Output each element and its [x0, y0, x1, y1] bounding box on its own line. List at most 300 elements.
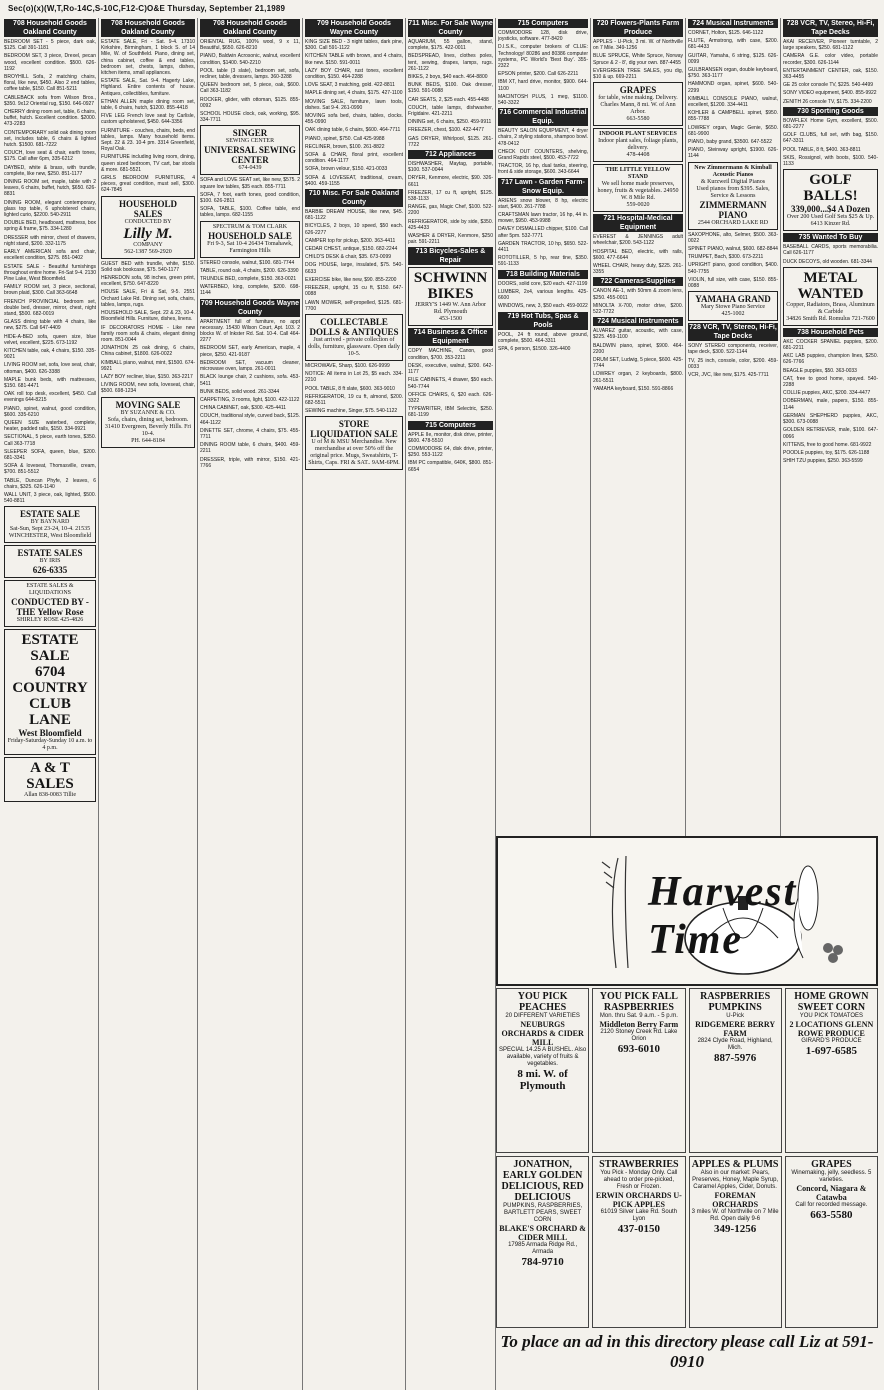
ad-list — [4, 39, 96, 360]
ad-when: Friday-Saturday-Sunday 10 a.m. to 4 p.m. — [7, 738, 93, 752]
classified-ad: ESTATE SALE - Beautiful furnishings throughout entire home. Fri-Sat 9-4. 2130 Pine Lake, West Bloomfield. — [4, 263, 96, 282]
ad-name: BLAKE'S ORCHARD & CIDER MILL — [499, 1223, 586, 1242]
classified-ad: IBM XT, hard drive, monitor, $900. 644-1100 — [498, 79, 588, 92]
ad-body: Copper, Radiators, Brass, Aluminum & Carbide — [786, 301, 875, 315]
classified-ad: ESTATE SALE, Fri - Sat. 9-4. 17310 Kirkshire, Birmingham, 1 block S. of 14 Mile, W. of Southfield. Piano, dining set, china cabinet, coffee & end tables, bedroom set, chests, lamps, dishes, kitchen items, small appliances. — [101, 39, 195, 77]
classified-ad: FURNITURE - couches, chairs, beds, end tables, lamps. Many household items. Sept. 22 & 23. 10-4 pm. 3314 Greenfield, Royal Oak. — [101, 127, 195, 153]
ad-list — [498, 332, 588, 353]
ad-phone: 663-5580 — [810, 1208, 853, 1221]
ad-title: GRAPES — [811, 1158, 852, 1170]
ad-name: Middleton Berry Farm — [599, 1020, 679, 1029]
harvest-time-banner — [496, 836, 878, 986]
classified-ad: CARPETING, 3 rooms, light, $100. 422-1122 — [200, 396, 300, 403]
section-header: 718 Building Materials — [498, 270, 588, 279]
classified-ad: VIOLIN, full size, with case, $150. 855-0088 — [688, 276, 778, 290]
classified-ad: WATERBED, king, complete, $200. 698-1144 — [200, 284, 300, 297]
classified-ad: ROCKER, glider, with ottoman, $125. 855-0092 — [200, 96, 300, 109]
section-header: 714 Business & Office Equipment — [408, 328, 493, 346]
classified-ad: CAMPER top for pickup, $200. 363-4411 — [305, 237, 396, 244]
ad-list — [305, 363, 403, 414]
section-header: 708 Household Goods Oakland County — [101, 19, 195, 37]
classified-ad: EVERGREEN TREE SALES, you dig, $10 & up. 669-2211 — [593, 67, 683, 81]
classified-ad: SEWING machine, Singer, $75. 540-1122 — [305, 408, 398, 415]
classified-ad: BUNK BEDS, solid wood. 261-3344 — [200, 388, 280, 395]
classified-ad: OAK roll top desk, excellent, $450. Call evenings 644-8215 — [4, 391, 96, 404]
ad-body: Indoor plant sales, foliage plants, delivery. — [598, 138, 678, 152]
ad-subtitle: SEWING CENTER — [225, 138, 275, 145]
classified-ad: DOG HOUSE, large, insulated, $75. 540-6633 — [305, 262, 403, 275]
classified-ad: CANON AE-1, with 50mm & zoom lens, $250. 455-0011 — [593, 288, 683, 301]
ad-list — [593, 39, 683, 80]
ad-list — [101, 261, 195, 395]
ad-subtitle: You Pick - Monday Only. Call ahead to order pre-picked, Fresh or Frozen. — [600, 1169, 678, 1190]
ad-name: NEUBURGS ORCHARDS & CIDER MILL — [501, 1020, 584, 1047]
classified-ad: TRUMPET, Bach, $300. 673-2211 — [688, 254, 764, 261]
classified-ad: BOWFLEX Home Gym, excellent, $500. 681-2277 — [783, 117, 878, 131]
classified-ad: LAZY BOY CHAIR, rust tones, excellent condition, $150. 464-2288 — [305, 67, 403, 81]
classified-ad: DAYBED, white & brass, with trundle, complete, like new, $250. 851-1177 — [4, 164, 96, 177]
ad-phone: 425-1002 — [721, 311, 745, 318]
classified-ad: IF DECORATORS HOME - Like new family room sofa & chairs, elegant dining room. 851-0044 — [101, 324, 195, 343]
ad-phone: 8 mi. W. of Plymouth — [517, 1068, 568, 1092]
classified-ad: CONTEMPORARY solid oak dining room set, includes table, 6 chairs & lighted hutch. $1500. 681-7222 — [4, 129, 96, 149]
classified-ad: SECTIONAL, 5 piece, earth tones, $350. Call 363-7718 — [4, 434, 96, 447]
ad-phone: 559-0020 — [626, 202, 650, 209]
store-liquidation-ad — [305, 416, 403, 470]
ad-phone: 562-1387 569-2920 — [124, 248, 172, 255]
ad-phone: 693-6010 — [617, 1043, 660, 1055]
section-header: 738 Household Pets — [783, 328, 878, 337]
classified-ad: RECLINER, brown, $100. 261-8822 — [305, 143, 385, 150]
classified-ad: MACINTOSH PLUS, 1 meg, $1100. 540-3322 — [498, 93, 588, 107]
ad-body: 2824 Clyde Road, Highland, Mich. — [697, 1038, 773, 1051]
ad-address: 6704 COUNTRY CLUB LANE — [12, 664, 88, 729]
little-yellow-stand-ad — [593, 164, 683, 212]
classified-ad: EXERCISE bike, like new, $90. 855-2200 — [305, 276, 397, 283]
ad-list — [688, 30, 778, 160]
zimmermann-piano-ad — [688, 162, 778, 230]
ad-phone: Allan 838-0083 Tillie — [23, 792, 76, 799]
ad-list — [498, 30, 588, 106]
spectrum-household-sale-ad — [200, 221, 300, 258]
ad-title: THE LITTLE YELLOW STAND — [605, 167, 671, 181]
classified-ad: COUCH, love seat & chair, earth tones, $175. Call after 6pm, 335-6212 — [4, 150, 96, 163]
classified-ad: POOL table (3 slate), bedroom set, sofa, recliner, table, dressers, lamps. 360-3288 — [200, 67, 300, 81]
classified-ad: LAZY BOY recliner, blue, $150. 363-2217 — [101, 373, 193, 380]
classified-ad: DOBERMAN, male, papers, $150. 855-1144 — [783, 398, 878, 411]
classified-ad: MOVING sofa bed, chairs, tables, clocks. 455-0990 — [305, 113, 403, 126]
classified-ad: NOTICE: All items in Lot 25, $5 each. 334-2210 — [305, 371, 403, 384]
grapes-ad — [593, 82, 683, 126]
ad-list — [408, 161, 493, 245]
section-header: 720 Flowers-Plants Farm Produce — [593, 19, 683, 37]
ad-title: ESTATE SALE — [21, 632, 79, 665]
classified-ad: BALDWIN piano, spinet, $900. 464-2200 — [593, 342, 683, 355]
wheat-icon — [602, 856, 628, 968]
classified-ad: MAPLE dining set, 4 chairs, $175. 427-1100 — [305, 90, 403, 97]
glenn-rowe-produce-ad — [785, 988, 878, 1153]
classified-ad: COUCH, traditional style, curved back, $125. 464-1122 — [200, 413, 300, 426]
classified-ad: DESK, executive, walnut, $200. 642-1177 — [408, 362, 493, 376]
section-header: 728 VCR, TV, Stereo, Hi-Fi, Tape Decks — [783, 19, 878, 37]
classified-ad: COPY MACHINE, Canon, good condition, $700. 353-2211 — [408, 348, 493, 361]
blakes-orchard-ad — [496, 1156, 589, 1329]
classified-ad: SLEEPER SOFA, queen, blue, $200. 681-3341 — [4, 448, 96, 461]
classified-ad: POOL TABLE, 8 ft slate, $600. 363-9010 — [305, 385, 395, 392]
classified-ad: LOWREY organ, 2 keyboards, $800. 261-5511 — [593, 371, 683, 384]
classified-ad: CABLEBACK sofa from Wilson Bros., $350. 9x12 Oriental rug, $150. 646-0927 — [4, 94, 96, 107]
classified-ad: EARLY AMERICAN sofa and chair, excellent condition, $275. 851-0402 — [4, 249, 96, 262]
classified-ad: POODLE puppies, toy, $175. 626-1188 — [783, 449, 870, 456]
classified-ad: MINOLTA X-700, motor drive, $200. 522-7722 — [593, 302, 683, 316]
ad-title: GOLF BALLS! — [803, 172, 858, 205]
ad-phone: 663-5580 — [626, 116, 650, 123]
classified-ad: SOFA & loveseat, Thomasville, cream, $700. 851-5512 — [4, 463, 96, 476]
classified-ad: ZENITH 26 console TV, $175. 334-2200 — [783, 98, 872, 105]
ad-name: 2 LOCATIONS GLENN ROWE PRODUCE — [789, 1020, 874, 1038]
classified-ad: IBM PC compatible, 640K, $800. 851-6654 — [408, 460, 493, 473]
classified-ad: REFRIGERATOR, side by side, $350. 425-4433 — [408, 218, 493, 231]
ad-subtitle: U-Pick — [726, 1013, 744, 1019]
moving-sale-suzanne-ad — [101, 397, 195, 448]
ad-title: GRAPES — [619, 85, 657, 96]
ad-title: HOME GROWN SWEET CORN — [794, 991, 869, 1013]
classified-ad: DRYER, Kenmore, electric, $90. 326-6611 — [408, 175, 493, 188]
ad-list — [101, 39, 195, 194]
ad-body: Sofa, chairs, dining set, bedroom. 31410 Evergreen, Beverly Hills. Fri 10-4. — [104, 416, 192, 437]
ad-list — [4, 362, 96, 504]
classified-ad: DRUM SET, Ludwig, 5 piece, $600. 425-7744 — [593, 357, 683, 370]
classified-ad: CAMERA G.E. color video, portable recorder, $300. 626-1144 — [783, 53, 878, 66]
lilly-household-sales-ad — [101, 196, 195, 259]
yamaha-grand-ad — [688, 291, 778, 321]
classified-ad: CRAFTSMAN lawn tractor, 16 hp, 44 in. mower, $950. 453-9988 — [498, 212, 588, 225]
classified-ad: AKAI RECEIVER, Pioneer turntable, 2 large speakers, $250. 681-1122 — [783, 39, 878, 52]
ad-phone: 674-0439 — [238, 165, 262, 172]
classified-ad: GOLF CLUBS, full set, with bag, $150. 647-3311 — [783, 132, 878, 145]
classified-ad: COLLIE puppies, AKC, $200. 334-4477 — [783, 390, 871, 397]
classified-ad: HOUSEHOLD SALE, Sept. 22 & 23, 10-4. Bloomfield Hills. Furniture, dishes, linens. — [101, 310, 195, 323]
classified-ad: KITTENS, free to good home. 681-9922 — [783, 441, 872, 448]
ad-list — [783, 118, 878, 167]
classified-ad: TABLE, Duncan Phyfe, 2 leaves, 6 chairs, $325. 626-1140 — [4, 477, 96, 490]
ad-subtitle: PUMPKINS, RASPBERRIES, BARTLETT PEARS, SWEET CORN — [503, 1202, 583, 1223]
ad-body: Just arrived - private collection of dolls, furniture, glassware. Open daily 10-5. — [308, 336, 400, 357]
ad-name: ERWIN ORCHARDS U-PICK APPLES — [595, 1190, 682, 1209]
ad-title: MOVING SALE — [115, 399, 181, 410]
ad-title: COLLECTABLE DOLLS & ANTIQUES — [309, 316, 399, 337]
ad-subtitle: 20 DIFFERENT VARIETIES — [505, 1013, 580, 1019]
ad-list — [498, 281, 588, 310]
classified-ad: ETHAN ALLEN maple dining room set, table, 6 chairs, hutch, $1200. 855-4418 — [101, 98, 195, 112]
ad-subtitle: BY SUZANNE & CO. — [120, 409, 176, 416]
classified-ad: APPLES - U-Pick, 3 mi. W. of Northville on 7 Mile. 349-1256 — [593, 39, 683, 52]
classified-ad: SOFA, TABLE, $100. Coffee table, end tables, lamps. 682-1155 — [200, 206, 300, 219]
ad-phone: 626-6335 — [32, 565, 68, 576]
classified-ad: DINING set, 6 chairs, $250. 459-9911 — [408, 119, 492, 126]
classified-ad: GAS DRYER, Whirlpool, $125. 261-7722 — [408, 135, 493, 148]
ad-body: JERRY'S 1449 W. Ann Arbor Rd. Plymouth — [415, 302, 486, 316]
section-header: 713 Bicycles-Sales & Repair — [408, 247, 493, 265]
classified-ad: EVEREST & JENNINGS adult wheelchair, $200. 543-1122 — [593, 234, 683, 247]
ad-subtitle: Winemaking, jelly, seedless. 5 varieties. — [791, 1169, 872, 1183]
metal-wanted-ad — [783, 267, 878, 326]
ad-phone: 784-9710 — [521, 1255, 564, 1268]
classified-ad: LOVE SEAT, 3 matching, gold. 422-8811 — [305, 82, 395, 89]
classified-ad: DUCK DECOYS, old wooden. 681-3344 — [783, 258, 872, 265]
classified-ad: BARBIE DREAM HOUSE, like new, $45. 681-1122 — [305, 209, 403, 222]
ad-list — [200, 177, 300, 218]
ad-body: U of M & MSU Merchandise. New merchandise at over 50% off the original price. Mugs, Sweatshirts, T-Shirts, Caps. FRI & SAT.. 9AM-6PM. — [308, 439, 400, 467]
ad-name: Concord, Niagara & Catawba — [796, 1183, 867, 1202]
ad-list — [498, 128, 588, 175]
classified-ad: POOL, 24 ft round, above ground, complete, $500. 464-3311 — [498, 331, 588, 344]
ad-title: YAMAHA GRAND — [695, 294, 771, 305]
ad-list — [593, 328, 683, 392]
classified-ad: BUNK BEDS, $100. Oak dresser, $150. 591-0088 — [408, 82, 493, 95]
classified-ad: WINDOWS, new, 3, $50 each. 459-0022 — [498, 303, 588, 310]
classified-ad: CAR SEATS, 2, $25 each. 455-4488 — [408, 96, 489, 103]
classified-ad: DINETTE SET, chrome, 4 chairs, $75. 455-7711 — [200, 427, 300, 440]
classified-ad: KITCHEN TABLE with brown, and 4 chairs, like new. $150. 591-0011 — [305, 53, 403, 66]
classified-ad: D.I.S.K., computer brokers of CLUE: Technology! 80286 and 80386 computer systems, PC World's 'Best Buy'. 355-2322 — [498, 44, 588, 70]
yellow-rose-ad — [4, 580, 96, 627]
classified-ad: FREEZER, chest, $100. 422-4477 — [408, 127, 484, 134]
classified-ad: GOLDEN RETRIEVER, male, $100. 647-0066 — [783, 427, 878, 440]
farm-produce-ads — [496, 988, 878, 1328]
ad-subtitle: Mary Stowe Piano Service — [700, 304, 766, 311]
column-5 — [406, 18, 496, 1390]
classified-ad: LOWREY organ, Magic Genie, $650. 681-9900 — [688, 124, 778, 137]
ad-title: JONATHON, EARLY GOLDEN DELICIOUS, RED DELICIOUS — [501, 1158, 584, 1203]
ad-title: SCHWINN BIKES — [413, 270, 488, 303]
ad-list — [305, 209, 403, 312]
classified-ad: BLUE SPRUCE, White Spruce, Norway Spruce & 2 - 8', dig your own. 887-4455 — [593, 53, 683, 66]
classified-ad: FRENCH PROVINCIAL bedroom set, double bed, dresser, mirror, chest, night stand, $500. 682-0019 — [4, 298, 96, 317]
section-header: 711 Misc. For Sale Wayne County — [408, 20, 493, 36]
classified-ad: PIANO, Baldwin Acrosonic, walnut, excellent condition, $1400. 540-2210 — [200, 53, 300, 66]
ad-subtitle-2: COMPANY — [133, 241, 163, 248]
classified-ad: PIANO, spinet, walnut, good condition, $600. 335-6210 — [4, 405, 96, 418]
page-masthead: Sec(o)(x)(W,T,Ro-14C,S-10C,F12-C)O&E Thursday, September 21,1989 — [8, 4, 286, 13]
ad-phone: 887-5976 — [714, 1052, 757, 1064]
classified-ad: EPSON printer, $200. Call 626-2211 — [498, 71, 579, 78]
ad-title: INDOOR PLANT SERVICES — [599, 131, 677, 138]
classified-ad: AKC COCKER SPANIEL puppies, $200. 681-2211 — [783, 338, 878, 352]
estate-sales-iris-ad — [4, 545, 96, 578]
at-sales-ad — [4, 757, 96, 802]
harvest-time-title: Harvest Time — [648, 869, 798, 963]
ad-list — [783, 39, 878, 105]
classified-ad: DOORS, solid core, $20 each. 427-1199 — [498, 280, 588, 287]
classified-ad: BASEBALL CARDS, sports memorabilia. Call 626-1177 — [783, 244, 878, 257]
ad-title: New Zimmermann & Kimball Acoustic Pianos — [694, 164, 772, 178]
ad-list — [200, 260, 300, 297]
classified-ad: GARDEN TRACTOR, 10 hp, $650. 522-4411 — [498, 240, 588, 254]
section-header: 710 Misc. For Sale Oakland County — [305, 189, 403, 207]
country-club-estate-ad — [4, 629, 96, 755]
classified-ad: GUITAR, Yamaha, 6 string, $125. 626-0099 — [688, 52, 778, 65]
foreman-orchards-ad — [689, 1156, 782, 1329]
classified-ad: GLASS dining table with 4 chairs, like new, $275. Call 647-4409 — [4, 319, 96, 332]
classified-ad: HAMMOND organ, spinet, $600. 540-2299 — [688, 81, 778, 94]
classified-ad: DRESSER, triple, with mirror, $150. 421-7766 — [200, 456, 300, 469]
classified-ad: SONY STEREO components, receiver, tape deck, $300. 522-1144 — [688, 343, 778, 356]
ad-subtitle: HOUSEHOLD SALE — [208, 230, 292, 241]
classified-ad: ORIENTAL RUG, 100% wool, 9 x 11, Beautiful, $650. 626-8210 — [200, 39, 300, 52]
classified-ad: COMMODORE 64, disk drive, printer, $250. 553-1122 — [408, 445, 493, 459]
classified-ad: GERMAN SHEPHERD puppies, AKC, $300. 673-0088 — [783, 412, 878, 426]
classified-ad: CORNET, Holton, $125. 646-1122 — [688, 30, 764, 36]
classified-ad: DISHWASHER, Maytag, portable, $100. 537-0044 — [408, 161, 493, 174]
classified-ad: APARTMENT full of furniture, no appt necessary. 15430 Wilson Court, Apt. 103. 2 blocks W. of Inkster Rd. Sat. 10-4. Call 464-2277 — [200, 318, 300, 344]
classified-ad: TRUNDLE BED, complete, $150. 363-0021 — [200, 276, 297, 283]
classified-ad: OAK dining table, 6 chairs, $600. 464-7711 — [305, 127, 401, 134]
ad-list — [593, 288, 683, 315]
section-header: 724 Musical Instruments — [593, 317, 683, 326]
classified-ad: CEDAR CHEST, antique, $150. 682-2244 — [305, 246, 398, 253]
classified-ad: TRACTOR, 16 hp, dual tanks, steering, front & side storage, $600. 343-6644 — [498, 163, 588, 176]
section-header: 730 Sporting Goods — [783, 107, 878, 116]
classified-ad: AKC LAB puppies, champion lines, $250. 626-7766 — [783, 353, 878, 366]
classified-ad: HOSPITAL BED, electric, with rails, $600. 477-6644 — [593, 248, 683, 261]
classified-ad: SPINET PIANO, walnut, $600. 682-8844 — [688, 246, 778, 253]
classified-ad: TABLE, round oak, 4 chairs, $200. 626-3390 — [200, 267, 299, 274]
erwin-orchards-ad — [592, 1156, 685, 1329]
classified-ad: SOFA and LOVE SEAT set, like new, $575. 2 square low tables, $35 each. 855-7711 — [200, 177, 300, 190]
classified-ad: SOFA & CHAIR, floral print, excellent condition. 464-1177 — [305, 152, 403, 165]
ad-title: ESTATE SALE — [20, 509, 80, 520]
classified-ad: LUMBER, 2x4, various lengths. 425-6600 — [498, 288, 588, 302]
classified-ad: APPLE IIe, monitor, disk drive, printer, $600. 478-5510 — [408, 431, 493, 444]
ad-body: Fri 9-3, Sat 10-4 26434 Tomahawk, Farmington Hills — [207, 240, 293, 254]
ad-body: for table, wine making. Delivery. Charles Mann, 8 mi. W. of Ann Arbor. — [598, 95, 678, 116]
classified-ad: COUCH, table lamps, dishwasher, Frigidaire. 421-2211 — [408, 104, 493, 118]
classified-ad: QUEEN SIZE waterbed, complete, heater, padded rails, $150. 334-9921 — [4, 419, 96, 433]
classified-ad: SCHOOL HOUSE clock, oak, working, $95. 334-7711 — [200, 111, 300, 124]
classified-ad: AQUARIUM, 55 gallon, stand, complete, $175. 422-0011 — [408, 39, 493, 52]
ad-list — [593, 234, 683, 275]
classified-ad: SPA, 6 person, $1500. 326-4400 — [498, 345, 571, 352]
ad-body: Used pianos from $395. Sales, Service & Lessons — [696, 185, 770, 199]
classified-ad: GE 25 color console TV, $225. 540-4499 — [783, 82, 874, 89]
ad-subtitle: Mon. thru Sat. 9 a.m. - 5 p.m. — [599, 1013, 678, 1019]
classified-ad: HOUSE SALE, Fri & Sat, 9-5. 2551 Orchard Lake Rd. Dining set, sofa, chairs, tables, lamps, rugs. — [101, 289, 195, 308]
section-header: 709 Household Goods Wayne County — [200, 299, 300, 316]
ad-list — [783, 339, 878, 464]
ad-body: SPECIAL 14.25 A BUSHEL. Also available, variety of fruits & vegetables. — [499, 1047, 587, 1067]
ad-list — [200, 39, 300, 123]
classified-ad: FREEZER, upright, 15 cu ft, $150. 647-0088 — [305, 285, 403, 298]
classified-ad: DINING ROOM table, 6 chairs, $400. 459-2211 — [200, 442, 300, 455]
ad-phone: SHIRLEY ROSE 425-4826 — [16, 617, 84, 624]
ad-body: 3 miles W. of Northville on 7 Mile Rd. Open daily 9-6 — [691, 1208, 779, 1222]
ad-phone: 349-1256 — [714, 1222, 757, 1235]
ad-title: SPECTRUM & TOM CLARK — [212, 223, 288, 230]
classified-ad: HENREDON sofa, 98 inches, green print, excellent, $750. 647-8220 — [101, 275, 195, 288]
section-header: 715 Computers — [498, 19, 588, 28]
classified-ad: SOFA, 7 foot, earth tones, good condition, $100. 626-2811 — [200, 191, 300, 205]
classified-ad: VCR, JVC, like new, $175. 425-7711 — [688, 372, 769, 379]
schwinn-bikes-ad — [408, 267, 493, 326]
classified-ad: SOFA & LOVESEAT, traditional, cream, $400. 459-1155 — [305, 174, 403, 187]
classified-ad: FREEZER, 17 cu ft, upright, $125. 538-1133 — [408, 189, 493, 203]
classified-ad: FAMILY ROOM set, 3 piece, sectional, brown plaid, $300. Call 363-6648 — [4, 284, 96, 297]
ad-title: RASPBERRIES PUMPKINS — [700, 991, 771, 1013]
classified-ad: COMMODORE 128, disk drive, joysticks, software. 477-8420 — [498, 30, 588, 43]
column-6 — [496, 18, 591, 836]
classified-ad: BEDROOM SET - 5 piece, dark oak, $125. Call 391-1181 — [4, 39, 96, 52]
classified-ad: DRESSER with mirror, chest of drawers, night stand, $200. 332-1175 — [4, 234, 96, 247]
neuburgs-orchards-ad — [496, 988, 589, 1153]
column-1 — [2, 18, 99, 1390]
classified-ad: KING SIZE BED - 3 night tables, dark pine, $300. Call 591-1122 — [305, 39, 403, 52]
section-header: 719 Hot Tubs, Spas & Pools — [498, 312, 588, 330]
grapes-winemaking-ad — [785, 1156, 878, 1329]
ad-body: We sell home made preserves, honey, fruits & vegetables. 24950 W. 8 Mile Rd. — [597, 181, 679, 202]
section-header: 708 Household Goods Oakland County — [4, 19, 96, 37]
classified-ad: FLUTE, Armstrong, with case, $200. 681-4433 — [688, 38, 778, 51]
ad-phone: 437-0150 — [617, 1222, 660, 1235]
ad-title: HOUSEHOLD SALES — [118, 198, 177, 219]
section-header: 716 Commercial Industrial Equip. — [499, 109, 587, 126]
ad-name: FOREMAN ORCHARDS — [712, 1190, 759, 1209]
ad-phone: 2544 ORCHARD LAKE RD — [697, 219, 769, 226]
classified-ad: WHEEL CHAIR, heavy duty, $225. 261-3355 — [593, 263, 683, 276]
ad-body: 17985 Armada Ridge Rd., Armada — [508, 1241, 578, 1255]
classified-ad: MAPLE bunk beds, with mattresses, $150. 681-4471 — [4, 376, 96, 389]
ad-phone: 34826 Smith Rd. Romulus 721-7600 — [786, 315, 875, 322]
ad-title: YOU PICK PEACHES — [517, 991, 568, 1013]
section-header: 708 Household Goods Oakland County — [200, 19, 300, 37]
classified-ad: BEDROOM SET, early American, maple, 4 piece, $250. 421-9187 — [200, 345, 300, 358]
classified-ad: BIKES, 2 boys, $40 each. 464-8800 — [408, 74, 488, 81]
classified-ad: TV, 25 inch, console, color, $200. 459-0033 — [688, 357, 778, 370]
place-ad-notice: To place an ad in this directory please call Liz at 591-0910 — [500, 1332, 874, 1371]
singer-sewing-ad — [200, 125, 300, 175]
section-header: 722 Cameras-Supplies — [593, 277, 683, 286]
ad-title: APPLES & PLUMS — [691, 1158, 779, 1170]
classified-ad: WASHER & DRYER, Kenmore, $250 pair. 591-2211 — [408, 233, 493, 246]
classified-ad: JONATHON 25 oak dining, 6 chairs, China cabinet, $1800. 626-0022 — [101, 345, 195, 358]
classified-ad: FILE CABINETS, 4 drawer, $50 each. 540-7744 — [408, 377, 493, 390]
ad-list — [305, 39, 403, 187]
classified-ad: CHERRY dining room set, table, 6 chairs, buffet, hutch. Excellent condition. $2000. 473-2283 — [4, 109, 96, 128]
classified-ad: SAXOPHONE, alto, Selmer, $500. 363-0022 — [688, 231, 778, 244]
classified-ad: WALL UNIT, 3 piece, oak, lighted, $500. 540-8811 — [4, 492, 96, 505]
ad-title-2: UNIVERSAL SEWING CENTER — [204, 145, 296, 166]
classified-ad: CAT, free to good home, spayed. 540-2288 — [783, 375, 878, 389]
classified-ad: SOFA, brown velour, $150. 421-0033 — [305, 166, 388, 173]
classified-ad: LIVING ROOM set, sofa, love seat, chair, ottoman, $400. 626-3388 — [4, 362, 96, 375]
ad-title: ESTATE SALES & LIQUIDATIONS — [26, 583, 74, 597]
classified-ad: CHILD'S DESK & chair, $35. 673-0099 — [305, 254, 392, 261]
ad-list — [783, 244, 878, 265]
ad-phone: 453-1500 — [439, 316, 462, 323]
ad-subtitle: CONDUCTED BY — [124, 218, 172, 225]
ad-title: ESTATE SALES — [17, 548, 83, 559]
ad-subtitle: BY BAYNARD — [30, 519, 70, 526]
ad-title: A & T SALES — [26, 760, 74, 793]
classified-ad: SONY VIDEO equipment, $400. 855-9922 — [783, 90, 877, 97]
column-8 — [686, 18, 781, 836]
classified-ad: DINING ROOM set, maple, table with 2 leaves, 6 chairs, buffet, hutch, $650. 626-8831 — [4, 179, 96, 198]
classified-ad: BLACK lounge chair, 2 cushions, sofa. 453-5411 — [200, 374, 300, 387]
classified-ad: DAVEY DISMALLED chipper, $100. Call after 5pm. 532-7771 — [498, 226, 588, 239]
ad-title: SINGER — [232, 128, 268, 139]
classified-ad: KIMBALL CONSOLE PIANO, walnut, excellent, $1200. 334-4411 — [688, 95, 778, 109]
column-3 — [198, 18, 303, 1390]
